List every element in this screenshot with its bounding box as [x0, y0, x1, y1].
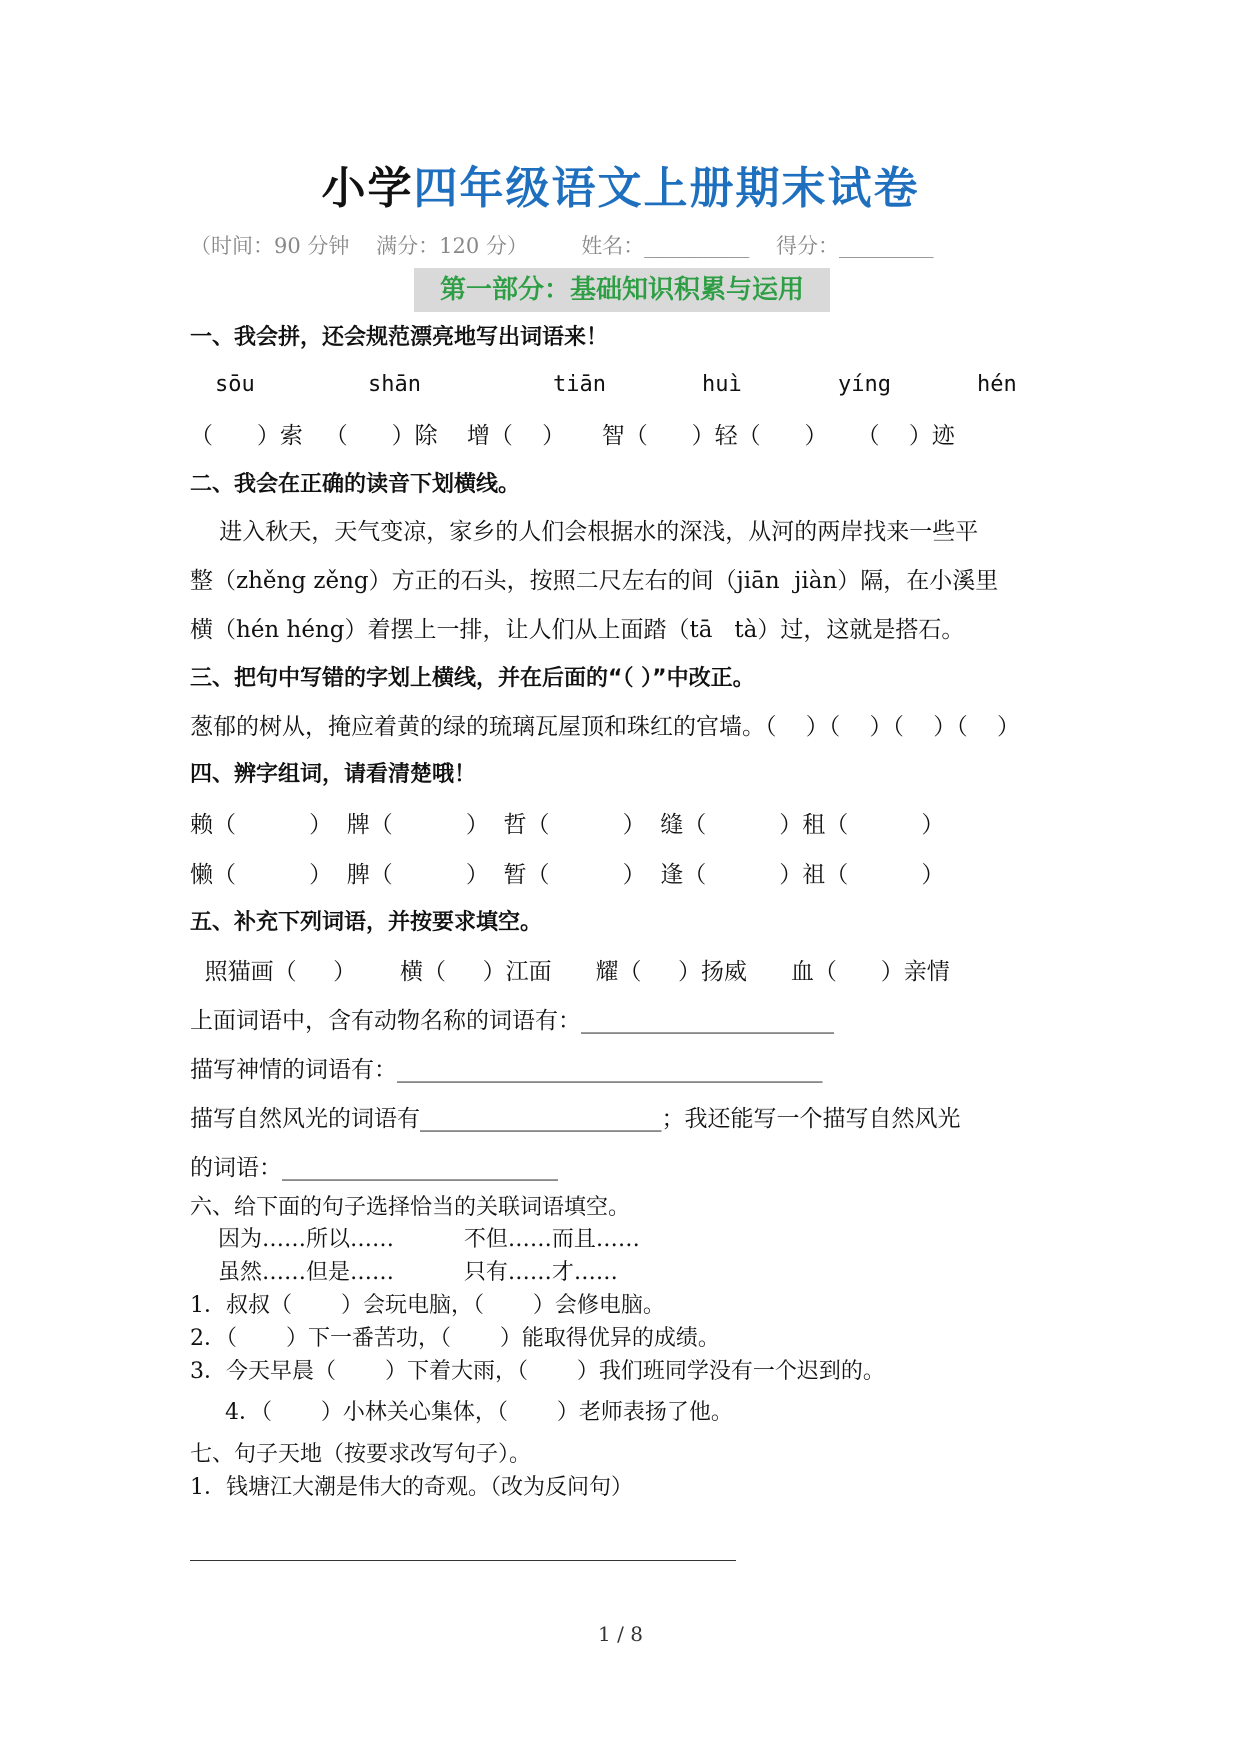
exam-info: （时间：90 分钟 满分：120 分） 姓名：__________ 得分：_________	[190, 234, 934, 258]
answer-line	[190, 1560, 736, 1561]
pinyin-4: huì	[702, 372, 742, 397]
q6-heading: 六、给下面的句子选择恰当的关联词语填空。	[190, 1195, 631, 1220]
pinyin-2: shān	[368, 372, 421, 397]
q6-sentence-1: 1．叔叔（ ）会玩电脑，（ ）会修电脑。	[190, 1293, 665, 1318]
q6-sentence-4: 4．（ ）小林关心集体，（ ）老师表扬了他。	[190, 1400, 733, 1425]
page-title	[0, 152, 1241, 216]
q1-heading: 一、我会拼，还会规范漂亮地写出词语来！	[190, 325, 609, 350]
q7-sentence-1: 1．钱塘江大潮是伟大的奇观。（改为反问句）	[190, 1475, 633, 1500]
q3-line: 葱郁的树从，掩应着黄的绿的琉璃瓦屋顶和珠红的官墙。（ ）（ ）（ ）（ ）	[190, 714, 1020, 740]
title-main: 四年级语文上册期末试卷	[413, 163, 920, 214]
page-number: 1 / 8	[598, 1622, 643, 1646]
q6-sentence-2: 2．（ ）下一番苦功，（ ）能取得优异的成绩。	[190, 1326, 720, 1351]
q2-line-1: 进入秋天，天气变凉，家乡的人们会根据水的深浅，从河的两岸找来一些平	[190, 519, 979, 545]
q1-blanks: （ ）索 （ ）除 增（ ） 智（ ）轻（ ） （ ）迹	[190, 423, 955, 449]
section-heading: 第一部分：基础知识积累与运用	[414, 268, 830, 312]
q4-row-1: 赖（ ） 牌（ ） 哲（ ） 缝（ ）租（ ）	[190, 812, 945, 838]
pinyin-3: tiān	[553, 372, 606, 397]
q5-line-2: 描写神情的词语有：_____________________________________	[190, 1057, 823, 1083]
q5-heading: 五、补充下列词语，并按要求填空。	[190, 910, 543, 935]
q4-heading: 四、辨字组词，请看清楚哦！	[190, 762, 477, 787]
q5-line-4: 的词语：________________________	[190, 1155, 558, 1181]
q4-row-2: 懒（ ） 脾（ ） 暂（ ） 逢（ ）祖（ ）	[190, 862, 945, 888]
q6-sentence-3: 3．今天早晨（ ）下着大雨，（ ）我们班同学没有一个迟到的。	[190, 1359, 885, 1384]
pinyin-5: yíng	[838, 372, 891, 397]
pinyin-1: sōu	[215, 372, 255, 397]
title-prefix: 小学	[321, 163, 414, 214]
q5-line-3: 描写自然风光的词语有_____________________；我还能写一个描写自然风光	[190, 1106, 961, 1132]
q2-line-3: 横（hén héng）着摆上一排，让人们从上面踏（tā tà）过，这就是搭石。	[190, 617, 965, 643]
q2-heading: 二、我会在正确的读音下划横线。	[190, 472, 521, 497]
q7-heading: 七、句子天地（按要求改写句子）。	[190, 1442, 532, 1467]
q2-line-2: 整（zhěng zěng）方正的石头，按照二尺左右的间（jiān jiàn）隔，在小溪里	[190, 568, 999, 594]
q6-options-2: 虽然……但是…… 只有……才……	[190, 1260, 618, 1285]
pinyin-6: hén	[977, 372, 1017, 397]
q5-line-1: 上面词语中，含有动物名称的词语有：______________________	[190, 1008, 834, 1034]
q6-options-1: 因为……所以…… 不但……而且……	[190, 1227, 640, 1252]
q5-words: 照猫画（ ） 横（ ）江面 耀（ ）扬威 血（ ）亲情	[190, 959, 950, 985]
q3-heading: 三、把句中写错的字划上横线，并在后面的“（ ）”中改正。	[190, 666, 755, 691]
